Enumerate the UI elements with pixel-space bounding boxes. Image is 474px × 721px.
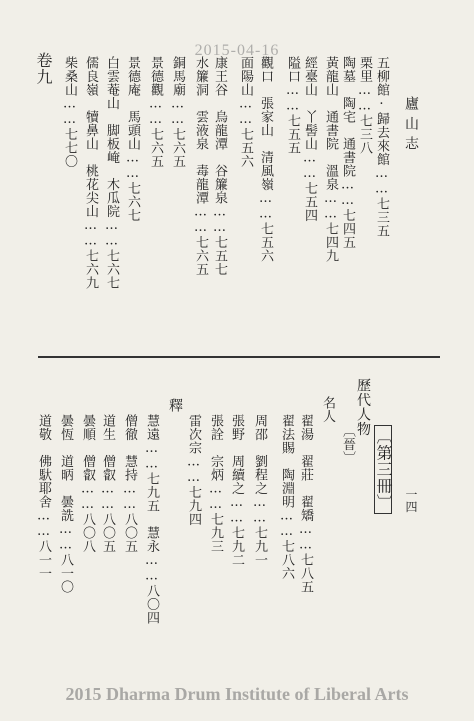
page-number: 一四 xyxy=(404,488,418,513)
toc-entry: 面陽山……七五六 xyxy=(238,56,253,168)
toc-entry: 觀口 張家山 清風嶺……七五六 xyxy=(258,56,273,263)
volume-box: 〔第三冊〕 xyxy=(374,425,392,514)
section-heading-shi: 釋 xyxy=(167,398,183,413)
toc-entry: 黃龍山 通書院 溫泉……七四九 xyxy=(323,56,338,263)
toc-entry: 張詮 宗炳……七九三 xyxy=(208,414,223,553)
date-watermark: 2015-04-16 xyxy=(194,42,280,59)
toc-entry: 隘口……七五五 xyxy=(285,56,300,155)
toc-entry: 陶墓 陶宅 通書院……七四五 xyxy=(340,56,355,249)
toc-entry: 翟法賜 陶淵明……七八六 xyxy=(279,414,294,580)
volume-label: 卷九 xyxy=(34,52,53,85)
toc-entry: 五柳館·歸去來館……七三五 xyxy=(374,56,389,238)
toc-entry: 曇恆 道昞 曇詵……八一〇 xyxy=(58,414,73,594)
toc-entry: 康王谷 烏龍潭 谷簾泉……七五七 xyxy=(212,56,227,276)
sub-heading: 名人 xyxy=(320,396,335,423)
group-subtitle: 〔晉〕 xyxy=(340,424,355,465)
toc-entry: 白雲菴山 脚板崦 木瓜院……七六七 xyxy=(104,56,119,290)
toc-entry: 景德庵 馬頭山……七六七 xyxy=(125,56,140,222)
toc-entry: 經臺山 丫髻山……七五四 xyxy=(302,56,317,222)
toc-entry: 曇順 僧叡……八〇八 xyxy=(80,414,95,553)
group-title: 歷代人物 xyxy=(355,378,371,436)
toc-entry: 銅馬廟……七六五 xyxy=(170,56,185,168)
toc-entry: 張野 周續之……七九二 xyxy=(229,414,244,567)
toc-entry: 雷次宗……七九四 xyxy=(186,414,201,526)
toc-entry: 栗里……七三八 xyxy=(357,56,372,155)
toc-entry: 慧遠……七九五 慧永……八〇四 xyxy=(144,414,159,625)
toc-entry: 僧徹 慧持……八〇五 xyxy=(122,414,137,553)
toc-entry: 道生 僧叡……八〇五 xyxy=(100,414,115,553)
toc-entry: 儒良嶺 犢鼻山 桃花尖山……七六九 xyxy=(83,56,98,290)
toc-entry: 景德觀……七六五 xyxy=(148,56,163,168)
toc-entry: 周邵 劉程之……七九一 xyxy=(252,414,267,567)
toc-entry: 翟湯 翟莊 翟矯……七八五 xyxy=(298,414,313,594)
toc-entry: 道敬 佛馱耶舍……八一一 xyxy=(36,414,51,580)
toc-entry: 水簾洞 雲液泉 毒龍潭……七六五 xyxy=(193,56,208,276)
institute-watermark: 2015 Dharma Drum Institute of Liberal Arts xyxy=(65,684,409,704)
section-divider xyxy=(38,356,440,358)
book-title: 廬山志 xyxy=(403,96,419,156)
toc-entry: 柴桑山……七七〇 xyxy=(62,56,77,168)
